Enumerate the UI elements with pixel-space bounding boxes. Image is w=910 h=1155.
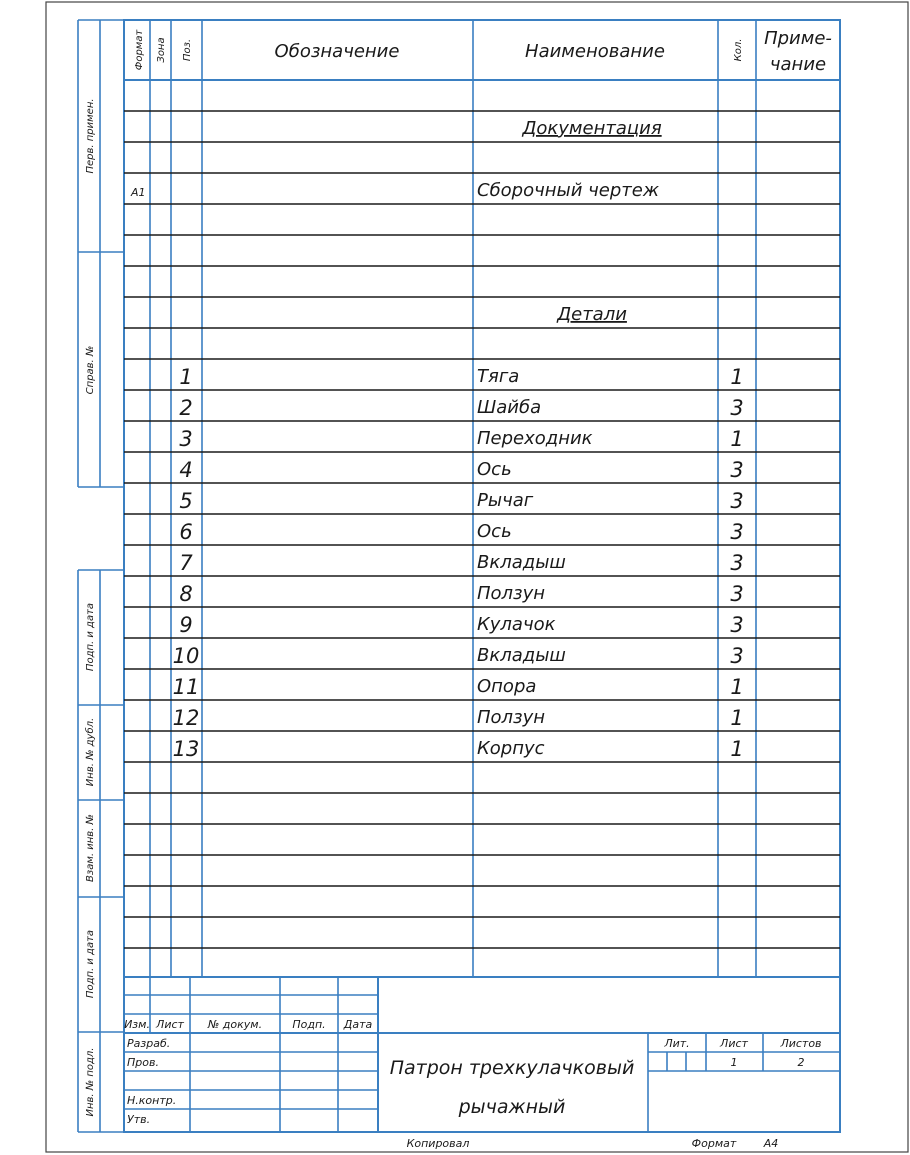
section-heading: Детали <box>557 304 627 325</box>
tb-nkontr: Н.контр. <box>127 1094 177 1107</box>
table-row <box>130 180 660 201</box>
row-name: Тяга <box>477 366 520 387</box>
table-row <box>556 304 627 325</box>
row-name: Опора <box>477 676 537 697</box>
page-border <box>46 2 908 1152</box>
table-row <box>179 520 743 544</box>
table-row <box>173 706 744 730</box>
footer-format-label: Формат <box>691 1137 737 1150</box>
tb-col-list: Лист <box>156 1018 184 1031</box>
row-position: 10 <box>172 644 200 668</box>
tb-title-line2: рычажный <box>458 1096 566 1118</box>
row-position: 1 <box>179 365 193 389</box>
spec-rows <box>130 118 744 761</box>
row-position: 4 <box>179 458 193 482</box>
side-label-podp-data-1: Подп. и дата <box>85 602 96 672</box>
row-name: Ось <box>477 459 512 480</box>
side-label-inv-podl: Инв. № подл. <box>85 1047 96 1117</box>
row-name: Ось <box>477 521 512 542</box>
tb-title-line1: Патрон трехкулачковый <box>389 1057 635 1079</box>
row-quantity: 3 <box>730 520 744 544</box>
side-label-inv-dubl: Инв. № дубл. <box>85 717 96 787</box>
row-quantity: 1 <box>730 675 744 699</box>
header-designation: Обозначение <box>274 41 400 62</box>
tb-list-label: Лист <box>720 1037 748 1050</box>
table-row <box>173 644 744 668</box>
footer-copied: Копировал <box>406 1137 470 1150</box>
row-quantity: 3 <box>730 458 744 482</box>
side-label-vzam-inv: Взам. инв. № <box>85 814 96 882</box>
row-position: 13 <box>172 737 200 761</box>
table-row <box>179 458 743 482</box>
row-quantity: 1 <box>730 737 744 761</box>
row-position: 8 <box>179 582 193 606</box>
row-position: 6 <box>179 520 193 544</box>
row-name: Переходник <box>477 428 593 449</box>
row-name: Вкладыш <box>477 552 566 573</box>
header-qty: Кол. <box>733 38 744 62</box>
tb-lit-label: Лит. <box>664 1037 690 1050</box>
tb-list-value: 1 <box>730 1056 738 1069</box>
table-row <box>179 489 743 513</box>
tb-col-doc: № докум. <box>207 1018 263 1031</box>
table-row <box>179 613 743 637</box>
side-label-podp-data-2: Подп. и дата <box>85 929 96 999</box>
row-position: 9 <box>179 613 193 637</box>
tb-listov-label: Листов <box>780 1037 822 1050</box>
header-note-line1: Приме- <box>764 28 832 49</box>
table-row <box>179 427 743 451</box>
table-row <box>173 675 744 699</box>
row-quantity: 3 <box>730 644 744 668</box>
header-note-line2: чание <box>769 54 827 75</box>
tb-razrab: Разраб. <box>127 1037 171 1050</box>
tb-col-data: Дата <box>343 1018 373 1031</box>
row-name: Ползун <box>477 707 546 728</box>
row-quantity: 1 <box>730 365 744 389</box>
row-position: 11 <box>172 675 200 699</box>
section-heading: Документация <box>522 118 662 139</box>
row-name: Кулачок <box>477 614 556 635</box>
row-format: А1 <box>131 186 146 199</box>
header-format: Формат <box>134 29 145 71</box>
table-row <box>179 365 743 389</box>
row-position: 7 <box>179 551 193 575</box>
table-row <box>179 396 743 420</box>
row-position: 2 <box>179 396 193 420</box>
tb-col-podp: Подп. <box>292 1018 326 1031</box>
row-quantity: 3 <box>730 396 744 420</box>
row-quantity: 3 <box>730 489 744 513</box>
row-quantity: 1 <box>730 706 744 730</box>
row-name: Корпус <box>477 738 545 759</box>
row-position: 12 <box>172 706 200 730</box>
table-row <box>179 551 743 575</box>
row-name: Вкладыш <box>477 645 566 666</box>
tb-col-izm: Изм. <box>124 1018 150 1031</box>
tb-utv: Утв. <box>127 1113 151 1126</box>
table-row <box>173 737 744 761</box>
row-name: Ползун <box>477 583 546 604</box>
header-pos: Поз. <box>182 38 193 62</box>
tb-prov: Пров. <box>127 1056 159 1069</box>
column-lines <box>150 20 756 977</box>
header-name: Наименование <box>525 41 665 62</box>
side-label-perv-primen: Перв. примен. <box>85 98 96 174</box>
table-row <box>521 118 661 139</box>
row-name: Сборочный чертеж <box>477 180 660 201</box>
row-quantity: 3 <box>730 582 744 606</box>
side-label-sprav: Справ. № <box>85 345 96 395</box>
tb-listov-value: 2 <box>797 1056 805 1069</box>
header-zone: Зона <box>156 37 167 63</box>
row-position: 3 <box>179 427 193 451</box>
row-position: 5 <box>179 489 193 513</box>
row-quantity: 3 <box>730 551 744 575</box>
row-quantity: 1 <box>730 427 744 451</box>
row-name: Рычаг <box>477 490 534 511</box>
table-row <box>179 582 743 606</box>
row-quantity: 3 <box>730 613 744 637</box>
row-name: Шайба <box>477 397 542 418</box>
footer-format-value: А4 <box>763 1137 779 1150</box>
